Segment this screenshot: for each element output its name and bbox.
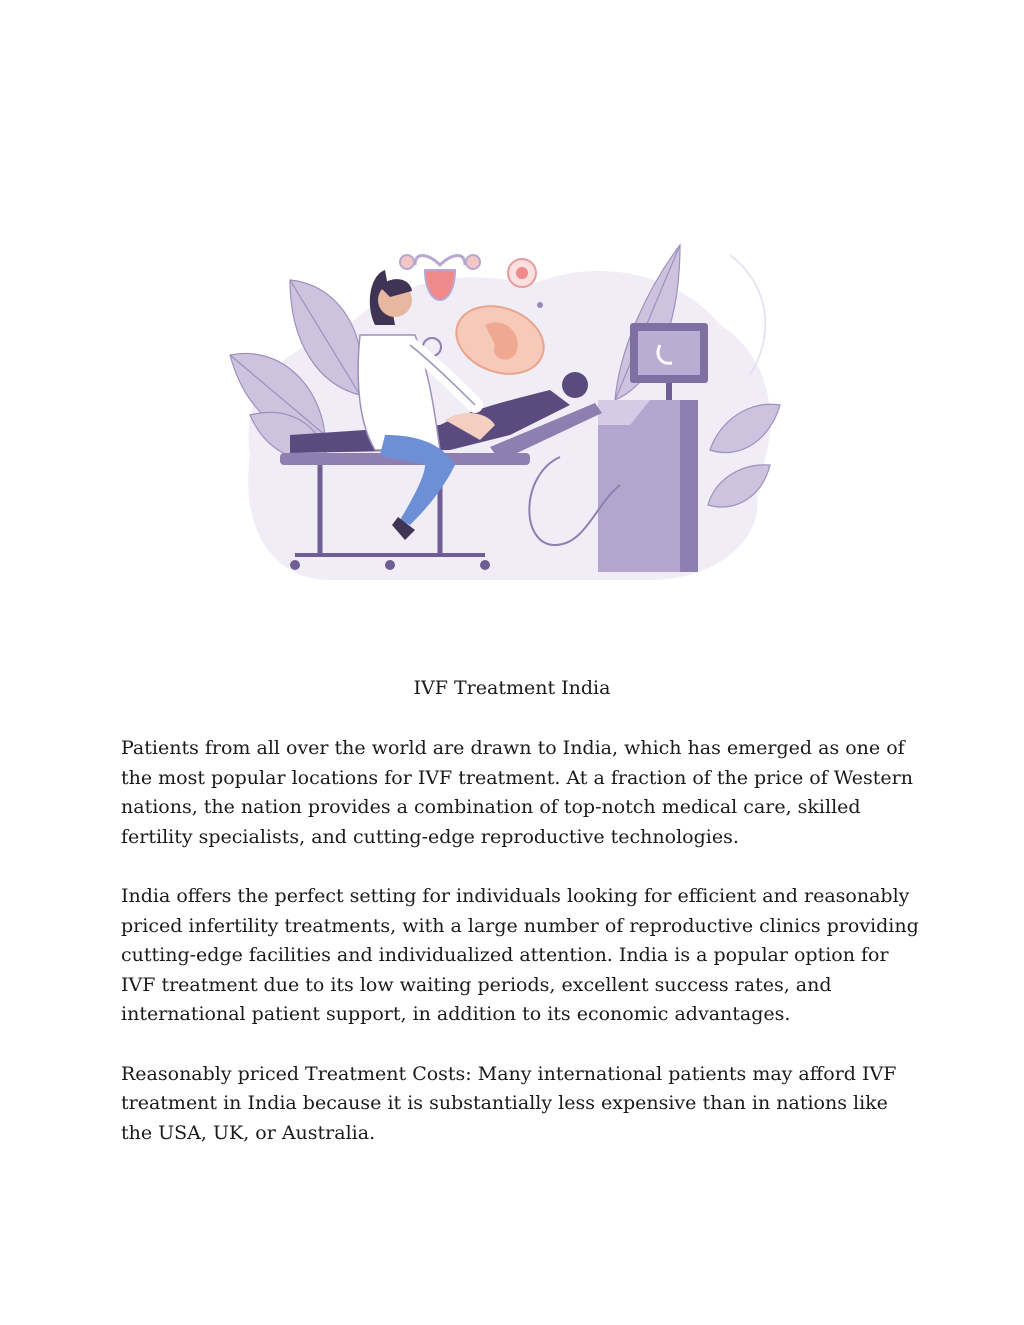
paragraph-benefits: India offers the perfect setting for individuals looking for efficient and reasonably priced infertility treatments, with a large number of reproductive clinics providing cutting-edge facilities and individualized attention. India is a popular option for IVF treatment due to its low waiting periods, excellent success rates, and international patient support, in addition to its economic advantages. bbox=[121, 884, 919, 1026]
caption-title: IVF Treatment India bbox=[413, 677, 611, 699]
paragraph-costs: Reasonably priced Treatment Costs: Many international patients may afford IVF treatment in India because it is substantially less expensive than in nations like the USA, UK, or Australia. bbox=[121, 1062, 897, 1144]
paragraph-intro: Patients from all over the world are drawn to India, which has emerged as one of the most popular locations for IVF treatment. At a fraction of the price of Western nations, the nation provides a combination of top-notch medical care, skilled fertility specialists, and cutting-edge reproductive technologies. bbox=[121, 737, 913, 848]
ivf-ultrasound-illustration-icon bbox=[210, 225, 790, 595]
article-body bbox=[121, 734, 921, 1178]
